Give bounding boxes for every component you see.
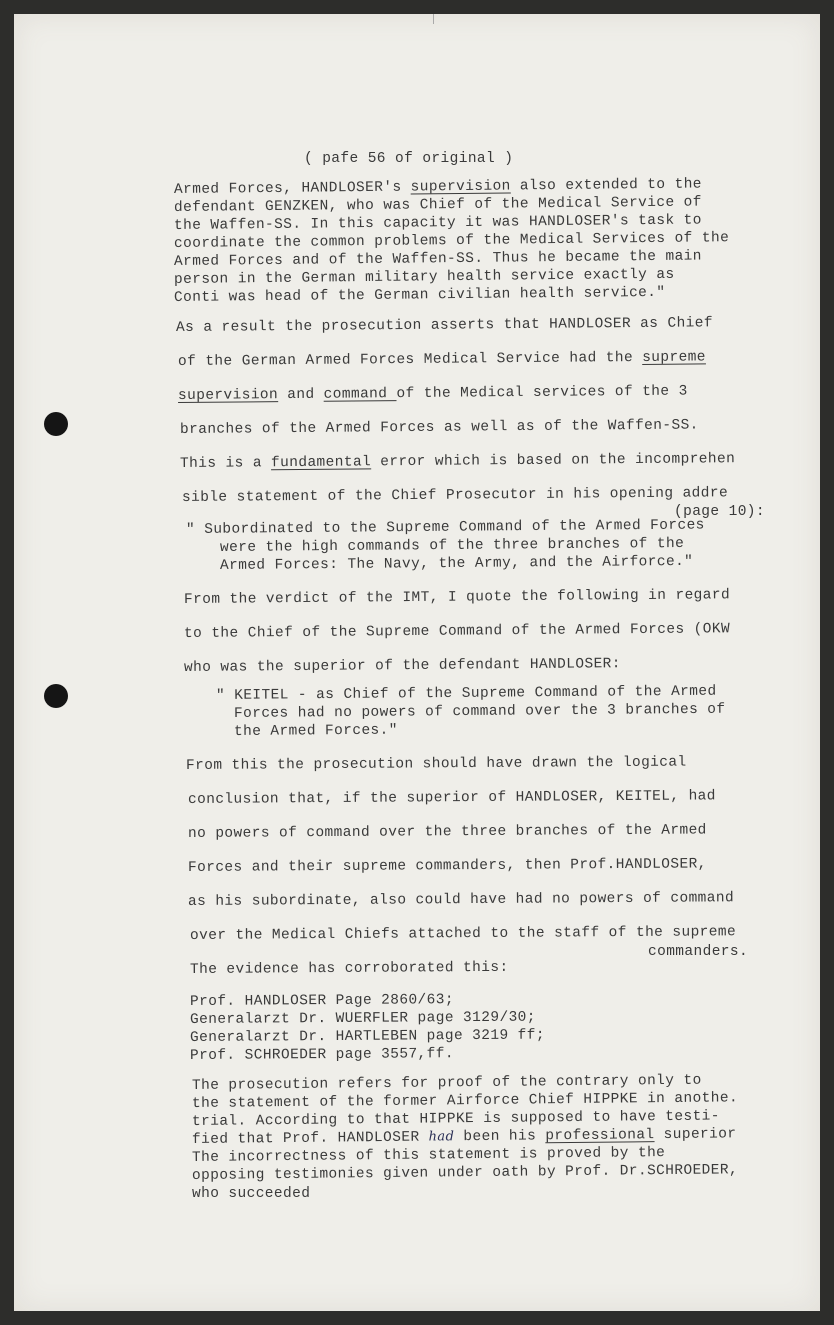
para1-line-5: Armed Forces and of the Waffen-SS. Thus he became the main <box>173 248 702 270</box>
para1-line-1: Armed Forces, HANDLOSER's supervision also extended to the <box>173 176 702 198</box>
quote2-line-3: the Armed Forces." <box>233 722 398 740</box>
para5-line-4-b: been his <box>454 1128 546 1146</box>
evidence-2: Generalarzt Dr. WUERFLER page 3129/30; <box>189 1009 536 1028</box>
para1-line-7: Conti was head of the German civilian health service." <box>173 284 666 306</box>
para1-line-6: person in the German military health service exactly as <box>173 266 675 288</box>
para2-line-5: This is a fundamental error which is based on the incomprehen <box>179 451 736 472</box>
para5-line-4-a: fied that Prof. HANDLOSER <box>191 1129 429 1148</box>
underlined-professional: professional <box>545 1127 655 1145</box>
evidence-4: Prof. SCHROEDER page 3557,ff. <box>189 1046 455 1064</box>
para2-line-1: As a result the prosecution asserts that HANDLOSER as Chief <box>175 315 714 336</box>
para5-line-1: The prosecution refers for proof of the contrary only to <box>191 1072 702 1094</box>
para4-line-7: commanders. <box>648 944 749 960</box>
para4-line-3: no powers of command over the three branches of the Armed <box>187 822 707 842</box>
para4-line-8: The evidence has corroborated this: <box>189 959 509 978</box>
para1-line-2: defendant GENZKEN, who was Chief of the Medical Service of <box>173 194 702 216</box>
para4-line-4: Forces and their supreme commanders, then Prof.HANDLOSER, <box>187 856 707 876</box>
para4-line-1: From this the prosecution should have drawn the logical <box>185 754 687 774</box>
fold-mark <box>433 14 434 24</box>
evidence-1: Prof. HANDLOSER Page 2860/63; <box>189 992 455 1010</box>
para5-line-4-c: superior <box>654 1126 737 1144</box>
para2-line-3: supervision and command of the Medical services of the 3 <box>177 383 688 404</box>
page-label: ( pafe 56 of original ) <box>304 151 514 167</box>
para5-line-7: who succeeded <box>192 1186 311 1202</box>
quote2-line-1: " KEITEL - as Chief of the Supreme Command of the Armed <box>215 683 717 704</box>
para2-line-4: branches of the Armed Forces as well as of the Waffen-SS. <box>179 417 699 438</box>
para5-line-6: opposing testimonies given under oath by Prof. Dr.SCHROEDER, <box>191 1162 739 1184</box>
para4-line-2: conclusion that, if the superior of HANDLOSER, KEITEL, had <box>187 788 716 808</box>
para1-line-3: the Waffen-SS. In this capacity it was HANDLOSER's task to <box>173 212 702 234</box>
para5-line-3: trial. According to that HIPPKE is supposed to have testi- <box>191 1108 720 1130</box>
para3-line-2: to the Chief of the Supreme Command of the Armed Forces (OKW <box>183 621 731 642</box>
para4-line-5: as his subordinate, also could have had no powers of command <box>187 890 735 910</box>
punch-hole-upper <box>44 412 68 436</box>
punch-hole-lower <box>44 684 68 708</box>
para4-line-6: over the Medical Chiefs attached to the staff of the supreme <box>189 924 737 944</box>
para3-line-1: From the verdict of the IMT, I quote the following in regard <box>183 587 731 608</box>
document-page <box>14 14 820 1311</box>
para5-line-5: The incorrectness of this statement is proved by the <box>191 1145 666 1166</box>
para1-line-4: coordinate the common problems of the Medical Services of the <box>173 230 730 252</box>
para3-line-3: who was the superior of the defendant HANDLOSER: <box>183 656 621 676</box>
quote1-line-2: were the high commands of the three branches of the <box>219 535 685 556</box>
evidence-3: Generalarzt Dr. HARTLEBEN page 3219 ff; <box>189 1027 546 1046</box>
quote1-line-3: Armed Forces: The Navy, the Army, and the Airforce." <box>219 553 694 574</box>
para2-line-6: sible statement of the Chief Prosecutor in his opening addre <box>181 485 729 506</box>
quote1-line-1: " Subordinated to the Supreme Command of the Armed Forces <box>185 517 705 538</box>
para2-line-2: of the German Armed Forces Medical Service had the supreme <box>177 349 706 370</box>
quote2-line-2: Forces had no powers of command over the 3 branches of <box>233 701 726 722</box>
para5-line-2: the statement of the former Airforce Chief HIPPKE in anothe. <box>191 1090 739 1112</box>
para2-line-7: (page 10): <box>674 504 766 520</box>
handwritten-correction: had <box>428 1129 455 1145</box>
